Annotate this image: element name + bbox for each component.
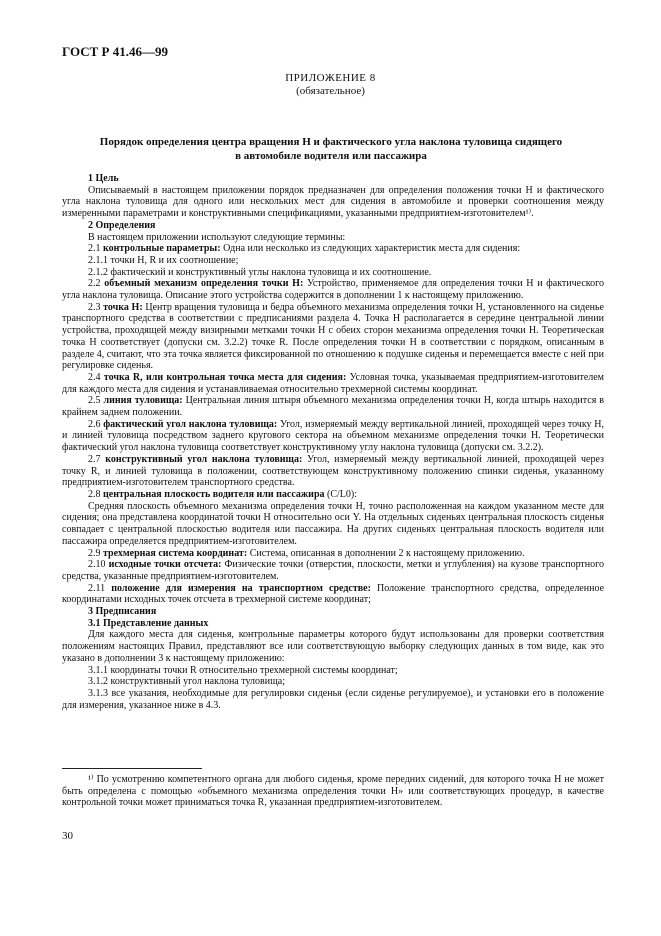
- term-definition: Центр вращения туловища и бедра объемного механизма определения точки Н, установленного на сиденье транспортного средства в соответствии с предписаниями раздела 4. Точка Н располагается в середине центральной линии устройства, проходящей между визирными метками точки Н с обеих сторон механизма определения точки Н. Теоретическая точка Н соответствует (допуски см. 3.2.2) точке R. После определения точки Н в соответствии с порядком, описанным в разделе 4, считают, что эта точка является фиксированной по отношению к подушке сиденья и перемещается вместе с ней при регулировке сиденья.: [62, 301, 604, 372]
- paragraph: [62, 302, 604, 372]
- body-text: [62, 173, 604, 711]
- paragraph: В настоящем приложении используют следующие термины:: [88, 231, 346, 243]
- paragraph: Средняя плоскость объемного механизма определения точки Н, точно расположенная на каждом указанном месте для сидения; она представлена координатой точки Н относительно оси Y. На отдельных сиденьях центральная плоскость сиденья совпадает с центральной плоскостью водителя или пассажира. На других сиденьях центральная плоскость водителя или пассажира определяется предприятием-изготовителем.: [62, 500, 604, 547]
- appendix-label: ПРИЛОЖЕНИЕ 8: [285, 72, 376, 84]
- document-code: ГОСТ Р 41.46—99: [62, 44, 168, 59]
- paragraph: 3.1.3 все указания, необходимые для регулировки сиденья (если сиденье регулируемое), и установки его в положение для измерения, указанное ниже в 4.3.: [62, 687, 604, 711]
- section-heading: 2 Определения: [88, 219, 156, 231]
- term-definition: Устройство, применяемое для определения точки Н и фактического угла наклона туловища. Описание этого устройства содержится в дополнении 1 к настоящему приложению.: [62, 278, 604, 302]
- term-definition: Физические точки (отверстия, плоскости, метки и углубления) на кузове транспортного средства, указанные предприятием-изготовителем.: [62, 559, 605, 582]
- clause-number: 2.9: [88, 547, 101, 559]
- paragraph: [62, 548, 604, 560]
- clause-number: 2.6: [88, 418, 101, 430]
- term-name: объемный механизм определения точки Н:: [104, 278, 304, 290]
- term-name: контрольные параметры:: [103, 243, 221, 255]
- term-name: положение для измерения на транспортном средстве:: [111, 582, 371, 594]
- paragraph: [62, 489, 604, 501]
- paragraph: [62, 419, 604, 454]
- paragraph: 2.1.2 фактический и конструктивный углы наклона туловища и их соотношение.: [88, 266, 432, 278]
- clause-number: 2.7: [88, 453, 101, 465]
- paragraph: [62, 583, 604, 606]
- paragraph: [62, 372, 604, 395]
- paragraph: [62, 278, 604, 301]
- term-definition: Положение транспортного средства, определенное координатами исходных точек отсчета в трехмерной системе координат;: [62, 582, 605, 606]
- paragraph: [62, 395, 604, 418]
- clause-number: 2.1: [88, 243, 101, 255]
- paragraph: 3.1.2 конструктивный угол наклона туловища;: [88, 676, 286, 688]
- paragraph: [62, 454, 604, 489]
- section-heading: 3.1 Представление данных: [88, 617, 209, 629]
- term-definition: Центральная линия штыря объемного механизма определения точки Н, когда штырь находится в крайнем заднем положении.: [62, 395, 605, 419]
- page-number: 30: [62, 830, 73, 842]
- section-title-line2: в автомобиле водителя или пассажира: [235, 150, 427, 162]
- paragraph: [62, 243, 604, 255]
- term-name: линия туловища:: [103, 395, 183, 407]
- term-definition: Одна или несколько из следующих характеристик места для сидения:: [223, 243, 521, 255]
- term-definition: Угол, измеряемый между вертикальной линией, проходящей через точку R, и линией туловища в положении, соответствующем конструктивному положению спинки сиденья, указанному предприятием-изготовителем транспортного средства.: [62, 453, 604, 489]
- clause-number: 2.3: [88, 301, 101, 313]
- paragraph: [62, 559, 604, 582]
- footnote: ¹⁾ По усмотрению компетентного органа для любого сиденья, кроме передних сидений, для которого точка Н не может быть определена с помощью «объемного механизма определения точки Н» или соответствующих процедур, в качестве контрольной точки может приниматься точка R, указанная предприятием-изготовителем.: [62, 774, 604, 809]
- term-name: центральная плоскость водителя или пассажира: [103, 488, 325, 500]
- term-definition: (C/L0):: [327, 488, 357, 500]
- clause-number: 2.11: [88, 582, 106, 594]
- paragraph: 2.1.1 точки Н, R и их соотношение;: [88, 254, 239, 266]
- term-name: точка R, или контрольная точка места для сидения:: [103, 371, 347, 383]
- clause-number: 2.5: [88, 395, 101, 407]
- term-definition: Система, описанная в дополнении 2 к настоящему приложению.: [249, 547, 525, 559]
- footnote-rule: [62, 768, 202, 769]
- section-heading: 3 Предписания: [88, 606, 157, 618]
- paragraph: Описываемый в настоящем приложении порядок предназначен для определения положения точки Н и фактического угла наклона туловища для одного или нескольких мест для сидения в автомобиле и проверки соотношения между измеренными параметрами и конструктивными спецификациями, указанными предприятием-изготовителем¹⁾.: [62, 184, 604, 220]
- clause-number: 2.2: [88, 278, 101, 290]
- clause-number: 2.4: [88, 371, 101, 383]
- term-name: точка Н:: [103, 301, 143, 313]
- term-definition: Угол, измеряемый между вертикальной линией, проходящей через точку Н, и линией туловища посредством заднего кругового сектора на объемном механизме определения точки Н. Теоретически фактический угол наклона туловища соответствует конструктивному углу наклона туловища (допуски см. 3.2.2).: [62, 418, 605, 454]
- section-title: [80, 135, 582, 163]
- clause-number: 2.10: [88, 559, 106, 571]
- term-name: конструктивный угол наклона туловища:: [105, 453, 303, 465]
- clause-number: 2.8: [88, 488, 101, 500]
- term-name: трехмерная система координат:: [103, 547, 248, 559]
- section-heading: 1 Цель: [88, 173, 119, 184]
- term-definition: Условная точка, указываемая предприятием-изготовителем для каждого места для сидения и устанавливаемая относительно трехмерной системы координат.: [62, 371, 605, 395]
- term-name: исходные точки отсчета:: [108, 559, 222, 571]
- paragraph: 3.1.1 координаты точки R относительно трехмерной системы координат;: [88, 664, 398, 676]
- appendix-status: (обязательное): [296, 85, 365, 97]
- term-name: фактический угол наклона туловища:: [103, 418, 278, 430]
- section-title-line1: Порядок определения центра вращения Н и фактического угла наклона туловища сидящего: [99, 136, 563, 148]
- paragraph: Для каждого места для сиденья, контрольные параметры которого будут использованы для проверки соответствия положениям настоящих Правил, представляют все или соответствующую выборку следующих данных в том виде, как это указано в дополнении 3 к настоящему приложению:: [62, 629, 604, 664]
